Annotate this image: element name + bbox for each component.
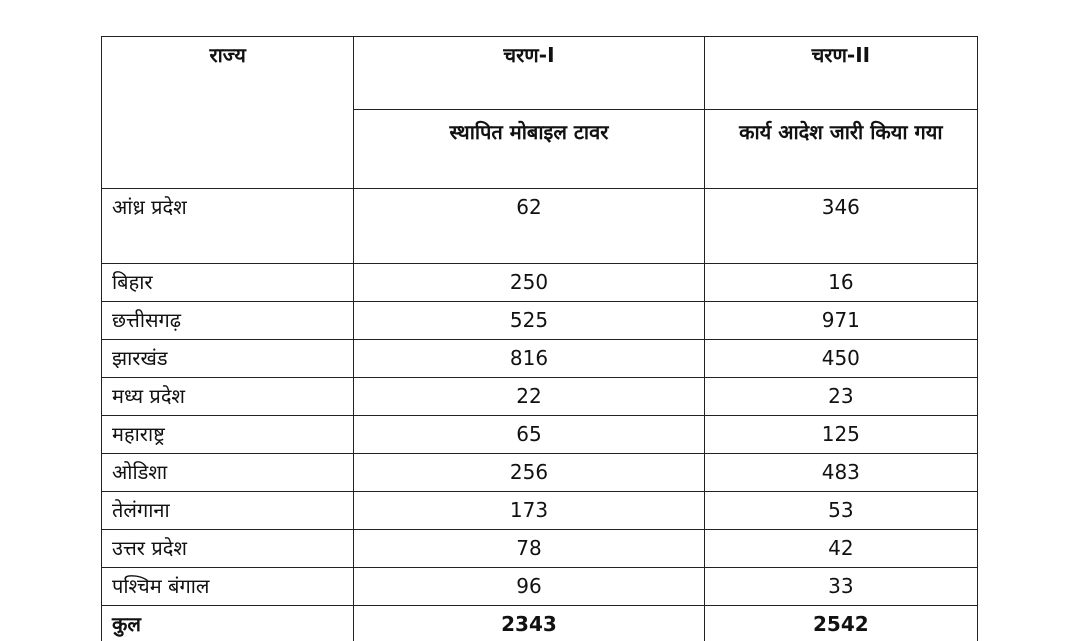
phase2-value: 125 (704, 416, 977, 454)
state-name: महाराष्ट्र (102, 416, 354, 454)
phase2-value: 53 (704, 492, 977, 530)
phase2-value: 16 (704, 264, 977, 302)
state-name: तेलंगाना (102, 492, 354, 530)
total-phase1: 2343 (354, 606, 704, 641)
subheader-phase1-text: स्थापित मोबाइल टावर (449, 120, 609, 144)
phase1-value: 96 (354, 568, 704, 606)
phase1-value: 525 (354, 302, 704, 340)
phase2-value: 971 (704, 302, 977, 340)
table-row (102, 568, 978, 606)
subheader-phase1 (354, 110, 704, 189)
state-name: ओडिशा (102, 454, 354, 492)
state-name: पश्चिम बंगाल (102, 568, 354, 606)
state-name: बिहार (102, 264, 354, 302)
phase1-value: 65 (354, 416, 704, 454)
table-row (102, 492, 978, 530)
header-state: राज्य (102, 37, 354, 189)
state-name-text: आंध्र प्रदेश (112, 195, 187, 219)
total-label: कुल (102, 606, 354, 641)
phase1-value: 22 (354, 378, 704, 416)
state-name: छत्तीसगढ़ (102, 302, 354, 340)
total-row (102, 606, 978, 641)
table-row (102, 264, 978, 302)
state-name: झारखंड (102, 340, 354, 378)
header-row (102, 37, 978, 110)
table-row (102, 530, 978, 568)
table-row (102, 378, 978, 416)
subheader-phase2 (704, 110, 977, 189)
phase2-value: 23 (704, 378, 977, 416)
state-name (102, 189, 354, 264)
subheader-phase2-text: कार्य आदेश जारी किया गया (739, 120, 943, 144)
table-row (102, 302, 978, 340)
phase2-value: 346 (704, 189, 977, 264)
table-row (102, 454, 978, 492)
phase2-value: 483 (704, 454, 977, 492)
header-phase1: चरण-I (354, 37, 704, 110)
phase2-value: 450 (704, 340, 977, 378)
phase2-value: 33 (704, 568, 977, 606)
phase1-value: 78 (354, 530, 704, 568)
mobile-tower-table (101, 36, 978, 641)
table-row (102, 340, 978, 378)
total-phase2: 2542 (704, 606, 977, 641)
phase1-value: 62 (354, 189, 704, 264)
phase1-value: 173 (354, 492, 704, 530)
state-name: मध्य प्रदेश (102, 378, 354, 416)
phase1-value: 250 (354, 264, 704, 302)
phase2-value: 42 (704, 530, 977, 568)
phase1-value: 256 (354, 454, 704, 492)
state-name: उत्तर प्रदेश (102, 530, 354, 568)
table-row (102, 189, 978, 264)
table-row (102, 416, 978, 454)
phase1-value: 816 (354, 340, 704, 378)
header-phase2: चरण-II (704, 37, 977, 110)
